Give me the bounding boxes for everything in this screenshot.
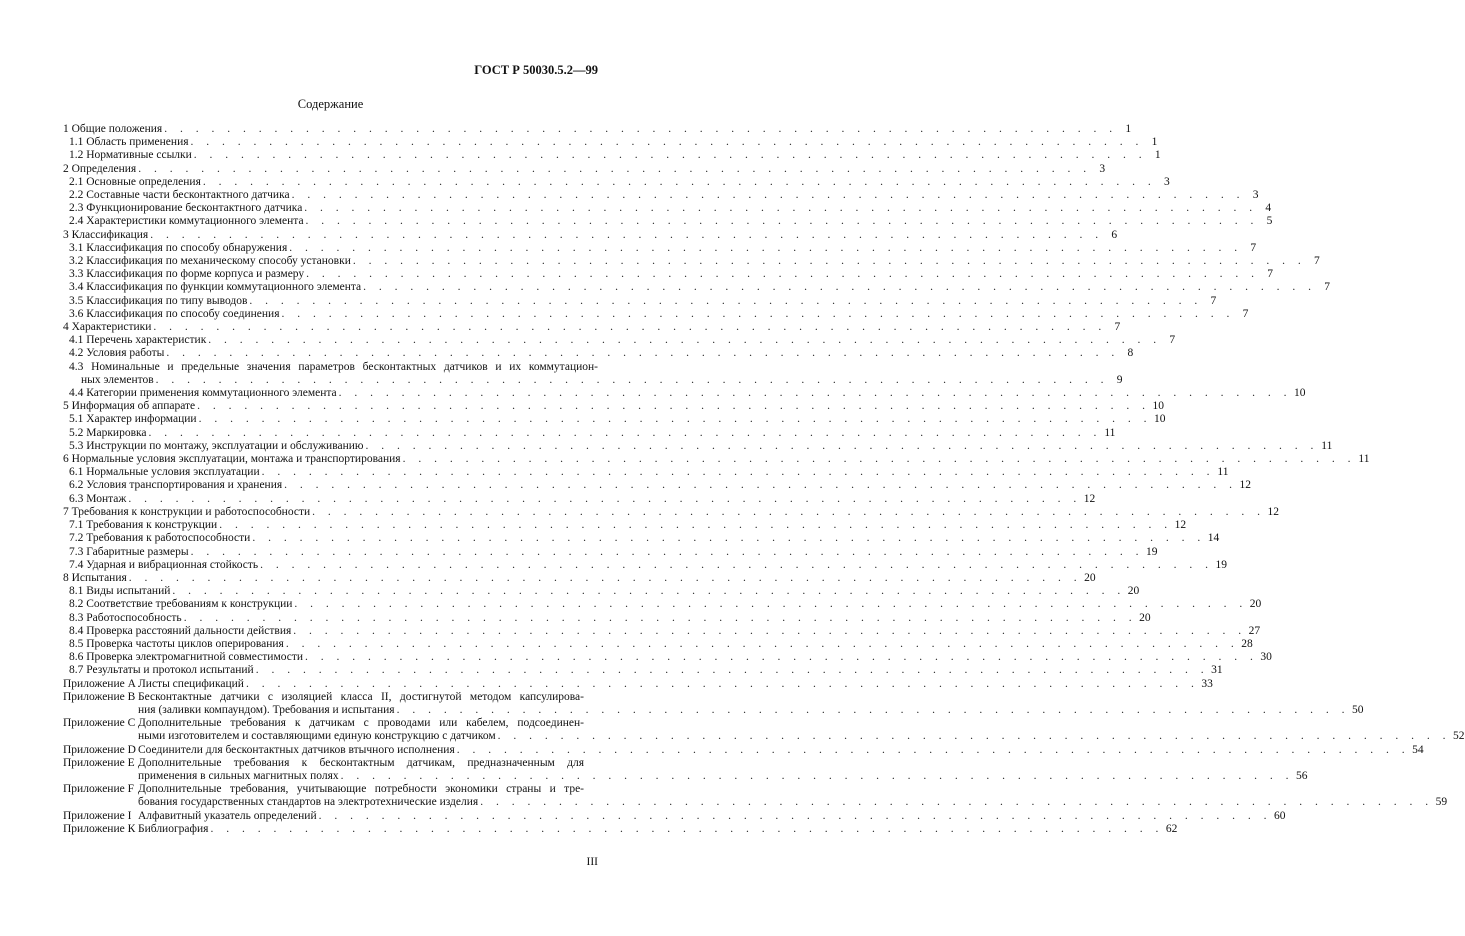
toc-entry-label: 6 Нормальные условия эксплуатации, монтажа и транспортирования (63, 453, 401, 466)
toc-entry-label: 1.2 Нормативные ссылки (69, 149, 192, 162)
appendix-prefix: Приложение К (63, 822, 136, 835)
dot-leader: . . . . . . . . . . . . . . . . . . . . . . . . . . . . . . . . . . . . . . . . . . . . . . . . . . . . . . . . . . . . . (198, 413, 1152, 426)
dot-leader: . . . . . . . . . . . . . . . . . . . . . . . . . . . . . . . . . . . . . . . . . . . . . . . . . . . . . . . . . . . . . (363, 281, 1317, 294)
toc-entry (63, 519, 1187, 532)
dot-leader: . . . . . . . . . . . . . . . . . . . . . . . . . . . . . . . . . . . . . . . . . . . . . . . . . . . . . . . . . . . . . (148, 426, 1102, 439)
toc-entry (63, 255, 1320, 268)
toc-entry (63, 611, 1151, 625)
toc-entry (63, 241, 1257, 255)
toc-entry-page: 11 (1104, 426, 1116, 439)
toc-entry-label: 4.4 Категории применения коммутационного элемента (69, 387, 337, 400)
dot-leader: . . . . . . . . . . . . . . . . . . . . . . . . . . . . . . . . . . . . . . . . . . . . . . . . . . . . . . . . . . . . . (402, 453, 1356, 466)
appendix-title-line: применения в сильных магнитных полях (138, 769, 339, 782)
dot-leader: . . . . . . . . . . . . . . . . . . . . . . . . . . . . . . . . . . . . . . . . . . . . . . . . . . . . . . . . . . . . . (340, 769, 1294, 782)
toc-entry (63, 479, 1252, 492)
toc-entry-label: 4.2 Условия работы (69, 347, 165, 360)
toc-entry (63, 598, 1262, 611)
toc-entry-page: 8 (1127, 347, 1134, 360)
toc-entry-label: 2.3 Функционирование бесконтактного датчика (69, 202, 303, 215)
toc-entry (63, 505, 1280, 519)
dot-leader: . . . . . . . . . . . . . . . . . . . . . . . . . . . . . . . . . . . . . . . . . . . . . . . . . . . . . . . . . . . . . (497, 730, 1451, 743)
toc-entry-page: 7 (1313, 255, 1320, 268)
toc-entry-label: 5.2 Маркировка (69, 426, 147, 439)
dot-leader: . . . . . . . . . . . . . . . . . . . . . . . . . . . . . . . . . . . . . . . . . . . . . . . . . . . . . . . . . . . . . (338, 387, 1292, 400)
dot-leader: . . . . . . . . . . . . . . . . . . . . . . . . . . . . . . . . . . . . . . . . . . . . . . . . . . . . . . . . . . . . . (352, 255, 1306, 268)
toc-entry-label: 5.3 Инструкции по монтажу, эксплуатации и обслуживанию (69, 439, 364, 452)
document-header: ГОСТ Р 50030.5.2—99 (474, 63, 598, 77)
toc-entry-label: 8 Испытания (63, 571, 127, 584)
toc-entry-label: 2 Определения (63, 162, 137, 175)
toc-entry (63, 215, 1273, 228)
dot-leader: . . . . . . . . . . . . . . . . . . . . . . . . . . . . . . . . . . . . . . . . . . . . . . . . . . . . . . . . . . . . . (260, 558, 1214, 571)
dot-leader: . . . . . . . . . . . . . . . . . . . . . . . . . . . . . . . . . . . . . . . . . . . . . . . . . . . . . . . . . . . . . (305, 651, 1258, 664)
toc-entry-label: 5 Информация об аппарате (63, 400, 196, 413)
dot-leader: . . . . . . . . . . . . . . . . . . . . . . . . . . . . . . . . . . . . . . . . . . . . . . . . . . . . . . . . . . . . . (219, 519, 1173, 532)
appendix-page: 62 (1165, 822, 1178, 835)
toc-entry-label: 8.5 Проверка частоты циклов оперирования (69, 637, 284, 650)
dot-leader: . . . . . . . . . . . . . . . . . . . . . . . . . . . . . . . . . . . . . . . . . . . . . . . . . . . . . . . . . . . . . (261, 466, 1215, 479)
dot-leader: . . . . . . . . . . . . . . . . . . . . . . . . . . . . . . . . . . . . . . . . . . . . . . . . . . . . . . . . . . . . . (128, 571, 1082, 584)
toc-entry-label: 8.1 Виды испытаний (69, 585, 171, 598)
toc-entry-page: 19 (1145, 545, 1158, 558)
dot-leader: . . . . . . . . . . . . . . . . . . . . . . . . . . . . . . . . . . . . . . . . . . . . . . . . . . . . . . . . . . . . . (289, 241, 1243, 254)
appendix-title-line: Дополнительные требования к датчикам с проводами или кабелем, подсоединен- (138, 717, 584, 730)
toc-entry-page: 11 (1321, 439, 1333, 452)
toc-entry-label: 6.1 Нормальные условия эксплуатации (69, 466, 260, 479)
dot-leader: . . . . . . . . . . . . . . . . . . . . . . . . . . . . . . . . . . . . . . . . . . . . . . . . . . . . . . . . . . . . . (155, 373, 1109, 386)
toc-entry-page: 11 (1217, 466, 1229, 479)
toc-entry (63, 334, 1176, 347)
appendix-title-line: Дополнительные требования, учитывающие потребности экономики страны и тре- (138, 783, 584, 796)
dot-leader: . . . . . . . . . . . . . . . . . . . . . . . . . . . . . . . . . . . . . . . . . . . . . . . . . . . . . . . . . . . . . (281, 307, 1235, 320)
toc-entry (63, 571, 1096, 585)
toc-entry (63, 202, 1272, 215)
toc-entry-label: 2.1 Основные определения (69, 175, 201, 188)
dot-leader: . . . . . . . . . . . . . . . . . . . . . . . . . . . . . . . . . . . . . . . . . . . . . . . . . . . . . . . . . . . . . (249, 294, 1203, 307)
dot-leader: . . . . . . . . . . . . . . . . . . . . . . . . . . . . . . . . . . . . . . . . . . . . . . . . . . . . . . . . . . . . . (293, 624, 1247, 637)
dot-leader: . . . . . . . . . . . . . . . . . . . . . . . . . . . . . . . . . . . . . . . . . . . . . . . . . . . . . . . . . . . . . (285, 637, 1239, 650)
appendix-prefix: Приложение В (63, 690, 136, 703)
appendix-page: 54 (1412, 743, 1424, 756)
dot-leader: . . . . . . . . . . . . . . . . . . . . . . . . . . . . . . . . . . . . . . . . . . . . . . . . . . . . . . . . . . . . . (284, 479, 1238, 492)
appendix-title-line: Дополнительные требования к бесконтактным датчикам, предназначенным для (138, 756, 584, 769)
appendix-prefix: Приложение С (63, 717, 136, 730)
toc-entry-label: 8.6 Проверка электромагнитной совместимости (69, 651, 304, 664)
dot-leader: . . . . . . . . . . . . . . . . . . . . . . . . . . . . . . . . . . . . . . . . . . . . . . . . . . . . . . . . . . . . . (202, 175, 1156, 188)
toc-entry-label: 7.4 Ударная и вибрационная стойкость (69, 558, 259, 571)
dot-leader: . . . . . . . . . . . . . . . . . . . . . . . . . . . . . . . . . . . . . . . . . . . . . . . . . . . . . . . . . . . . . (153, 321, 1107, 334)
toc-entry-label: 3.5 Классификация по типу выводов (69, 294, 248, 307)
toc-entry (63, 321, 1121, 334)
dot-leader: . . . . . . . . . . . . . . . . . . . . . . . . . . . . . . . . . . . . . . . . . . . . . . . . . . . . . . . . . . . . . (183, 611, 1137, 624)
toc-entry-page: 11 (1358, 453, 1370, 466)
toc-appendix (63, 783, 1448, 809)
toc-entry (63, 189, 1259, 202)
toc-entry-page: 3 (1252, 189, 1259, 202)
toc-entry-page: 9 (1116, 373, 1123, 386)
toc-entry-label: 3.6 Классификация по способу соединения (69, 307, 280, 320)
dot-leader: . . . . . . . . . . . . . . . . . . . . . . . . . . . . . . . . . . . . . . . . . . . . . . . . . . . . . . . . . . . . . (190, 136, 1144, 149)
toc-entry-page: 7 (1210, 294, 1217, 307)
appendix-title-line: бования государственных стандартов на электротехнические изделия (138, 796, 479, 809)
toc-entry (63, 426, 1116, 440)
toc-entry (63, 492, 1096, 506)
appendix-prefix: Приложение I (63, 809, 132, 822)
toc-entry (63, 664, 1223, 677)
appendix-title-line: Соединители для бесконтактных датчиков втычного исполнения (138, 743, 455, 756)
toc-entry-page: 3 (1163, 175, 1170, 188)
toc-entry (63, 532, 1220, 545)
toc-entry-page: 7 (1114, 321, 1121, 334)
appendix-page: 52 (1453, 730, 1465, 743)
toc-entry-page: 27 (1248, 624, 1261, 637)
dot-leader: . . . . . . . . . . . . . . . . . . . . . . . . . . . . . . . . . . . . . . . . . . . . . . . . . . . . . . . . . . . . . (306, 268, 1260, 281)
toc-entry (63, 136, 1158, 149)
dot-leader: . . . . . . . . . . . . . . . . . . . . . . . . . . . . . . . . . . . . . . . . . . . . . . . . . . . . . . . . . . . . . (210, 822, 1164, 835)
toc-entry-page: 10 (1152, 400, 1165, 413)
toc-entry (63, 387, 1306, 400)
page-number: III (586, 856, 598, 868)
dot-leader: . . . . . . . . . . . . . . . . . . . . . . . . . . . . . . . . . . . . . . . . . . . . . . . . . . . . . . . . . . . . . (304, 202, 1258, 215)
toc-entry (63, 413, 1166, 426)
appendix-page: 60 (1273, 809, 1286, 822)
dot-leader: . . . . . . . . . . . . . . . . . . . . . . . . . . . . . . . . . . . . . . . . . . . . . . . . . . . . . . . . . . . . . (166, 347, 1120, 360)
toc-entry-label: 6.3 Монтаж (69, 492, 127, 505)
toc-appendix (63, 743, 1424, 757)
dot-leader: . . . . . . . . . . . . . . . . . . . . . . . . . . . . . . . . . . . . . . . . . . . . . . . . . . . . . . . . . . . . . (396, 703, 1350, 716)
toc-entry-page: 7 (1250, 241, 1257, 254)
toc-entry (63, 400, 1165, 413)
dot-leader: . . . . . . . . . . . . . . . . . . . . . . . . . . . . . . . . . . . . . . . . . . . . . . . . . . . . . . . . . . . . . (456, 743, 1410, 756)
toc-entry-page: 1 (1151, 136, 1158, 149)
dot-leader: . . . . . . . . . . . . . . . . . . . . . . . . . . . . . . . . . . . . . . . . . . . . . . . . . . . . . . . . . . . . . (255, 664, 1209, 677)
toc-entry (63, 637, 1253, 651)
toc-entry (63, 162, 1106, 176)
toc-entry (63, 651, 1272, 664)
appendix-title-line: ния (заливки компаундом). Требования и испытания (138, 703, 395, 716)
toc-entry-page: 28 (1241, 637, 1253, 650)
toc-entry (63, 123, 1132, 136)
toc-entry-page: 10 (1153, 413, 1166, 426)
toc-entry (63, 281, 1331, 294)
appendix-title-line: Алфавитный указатель определений (138, 809, 317, 822)
dot-leader: . . . . . . . . . . . . . . . . . . . . . . . . . . . . . . . . . . . . . . . . . . . . . . . . . . . . . . . . . . . . . (190, 545, 1144, 558)
appendix-title-line: Бесконтактные датчики с изоляцией класса II, достигнутой методом капсулирова- (138, 690, 584, 703)
dot-leader: . . . . . . . . . . . . . . . . . . . . . . . . . . . . . . . . . . . . . . . . . . . . . . . . . . . . . . . . . . . . . (208, 334, 1162, 347)
appendix-page: 59 (1435, 796, 1448, 809)
table-of-contents (63, 123, 1465, 836)
dot-leader: . . . . . . . . . . . . . . . . . . . . . . . . . . . . . . . . . . . . . . . . . . . . . . . . . . . . . . . . . . . . . (197, 400, 1151, 413)
toc-entry-label: 7 Требования к конструкции и работоспособности (63, 505, 311, 518)
toc-entry-page: 6 (1111, 228, 1118, 241)
toc-entry-label: 1.1 Область применения (69, 136, 189, 149)
toc-entry-label: 1 Общие положения (63, 123, 163, 135)
dot-leader: . . . . . . . . . . . . . . . . . . . . . . . . . . . . . . . . . . . . . . . . . . . . . . . . . . . . . . . . . . . . . (291, 189, 1245, 202)
appendix-prefix: Приложение Е (63, 756, 135, 769)
toc-entry-page: 7 (1324, 281, 1331, 294)
toc-entry (63, 149, 1161, 162)
dot-leader: . . . . . . . . . . . . . . . . . . . . . . . . . . . . . . . . . . . . . . . . . . . . . . . . . . . . . . . . . . . . . (138, 162, 1092, 175)
toc-entry-page: 1 (1154, 149, 1161, 162)
toc-appendix (63, 756, 1308, 783)
toc-entry-label: 6.2 Условия транспортирования и хранения (69, 479, 283, 492)
dot-leader: . . . . . . . . . . . . . . . . . . . . . . . . . . . . . . . . . . . . . . . . . . . . . . . . . . . . . . . . . . . . . (164, 123, 1118, 135)
dot-leader: . . . . . . . . . . . . . . . . . . . . . . . . . . . . . . . . . . . . . . . . . . . . . . . . . . . . . . . . . . . . . (480, 796, 1434, 809)
toc-entry-page: 20 (1249, 598, 1262, 611)
toc-entry-label: 4.1 Перечень характеристик (69, 334, 207, 347)
toc-entry-page: 12 (1174, 519, 1187, 532)
dot-leader: . . . . . . . . . . . . . . . . . . . . . . . . . . . . . . . . . . . . . . . . . . . . . . . . . . . . . . . . . . . . . (305, 215, 1259, 228)
toc-entry-page: 5 (1266, 215, 1273, 228)
appendix-title-line: ными изготовителем и составляющими единую конструкцию с датчиком (138, 730, 496, 743)
toc-entry-label: 3.4 Классификация по функции коммутационного элемента (69, 281, 362, 294)
toc-entry (63, 347, 1134, 360)
toc-entry (63, 439, 1333, 453)
toc-entry (63, 360, 1123, 387)
dot-leader: . . . . . . . . . . . . . . . . . . . . . . . . . . . . . . . . . . . . . . . . . . . . . . . . . . . . . . . . . . . . . (318, 809, 1272, 822)
toc-entry (63, 175, 1170, 189)
toc-entry (63, 268, 1274, 281)
toc-entry-label: 7.2 Требования к работоспособности (69, 532, 251, 545)
toc-entry (63, 453, 1370, 466)
toc-entry (63, 624, 1261, 638)
dot-leader: . . . . . . . . . . . . . . . . . . . . . . . . . . . . . . . . . . . . . . . . . . . . . . . . . . . . . . . . . . . . . (312, 505, 1266, 518)
appendix-prefix: Приложение А (63, 677, 136, 690)
toc-appendix (63, 717, 1465, 743)
dot-leader: . . . . . . . . . . . . . . . . . . . . . . . . . . . . . . . . . . . . . . . . . . . . . . . . . . . . . . . . . . . . . (193, 149, 1147, 162)
toc-entry-label: 8.7 Результаты и протокол испытаний (69, 664, 254, 677)
toc-entry-label: 3.3 Классификация по форме корпуса и размеру (69, 268, 305, 281)
dot-leader: . . . . . . . . . . . . . . . . . . . . . . . . . . . . . . . . . . . . . . . . . . . . . . . . . . . . . . . . . . . . . (294, 598, 1248, 611)
toc-entry-page: 1 (1125, 123, 1132, 135)
toc-entry-page: 7 (1267, 268, 1274, 281)
toc-entry-page: 3 (1099, 162, 1106, 175)
toc-entry-page: 12 (1239, 479, 1252, 492)
toc-entry-label: 7.3 Габаритные размеры (69, 545, 189, 558)
toc-entry-page: 30 (1260, 651, 1272, 664)
toc-entry-label: 5.1 Характер информации (69, 413, 197, 426)
toc-entry-label: 4.3 Номинальные и предельные значения параметров бесконтактных датчиков и их коммутацион- (69, 360, 598, 373)
toc-entry-label: 8.3 Работоспособность (69, 611, 182, 624)
toc-entry-page: 19 (1215, 558, 1228, 571)
toc-entry-label: 2.2 Составные части бесконтактного датчика (69, 189, 290, 202)
dot-leader: . . . . . . . . . . . . . . . . . . . . . . . . . . . . . . . . . . . . . . . . . . . . . . . . . . . . . . . . . . . . . (128, 492, 1082, 505)
appendix-page: 33 (1201, 677, 1213, 690)
toc-entry-label: 8.2 Соответствие требованиям к конструкции (69, 598, 293, 611)
toc-appendix (63, 809, 1286, 823)
toc-appendix (63, 677, 1213, 691)
toc-entry (63, 228, 1118, 242)
toc-entry-label: 2.4 Характеристики коммутационного элемента (69, 215, 304, 228)
dot-leader: . . . . . . . . . . . . . . . . . . . . . . . . . . . . . . . . . . . . . . . . . . . . . . . . . . . . . . . . . . . . . (252, 532, 1206, 545)
toc-entry-label: 3.2 Классификация по механическому способу установки (69, 255, 351, 268)
appendix-page: 56 (1296, 769, 1308, 782)
appendix-prefix: Приложение D (63, 743, 136, 756)
toc-entry-page: 20 (1139, 611, 1151, 624)
toc-entry-page: 20 (1127, 585, 1140, 598)
toc-entry-page: 7 (1169, 334, 1176, 347)
dot-leader: . . . . . . . . . . . . . . . . . . . . . . . . . . . . . . . . . . . . . . . . . . . . . . . . . . . . . . . . . . . . . (172, 585, 1126, 598)
toc-entry (63, 294, 1217, 308)
toc-entry-label: 3.1 Классификация по способу обнаружения (69, 241, 288, 254)
dot-leader: . . . . . . . . . . . . . . . . . . . . . . . . . . . . . . . . . . . . . . . . . . . . . . . . . . . . . . . . . . . . . (150, 228, 1104, 241)
toc-entry-page: 31 (1211, 664, 1223, 677)
toc-entry-label: 7.1 Требования к конструкции (69, 519, 218, 532)
toc-entry-label: 4 Характеристики (63, 321, 152, 334)
dot-leader: . . . . . . . . . . . . . . . . . . . . . . . . . . . . . . . . . . . . . . . . . . . . . . . . . . . . . . . . . . . . . (365, 439, 1319, 452)
toc-entry-page: 20 (1084, 571, 1096, 584)
appendix-title-line: Библиография (138, 822, 209, 835)
toc-entry (63, 545, 1158, 559)
toc-entry-page: 14 (1207, 532, 1220, 545)
toc-entry (63, 585, 1140, 598)
toc-entry (63, 558, 1228, 572)
toc-entry (63, 307, 1249, 321)
dot-leader: . . . . . . . . . . . . . . . . . . . . . . . . . . . . . . . . . . . . . . . . . . . . . . . . . . . . . . . . . . . . . (245, 677, 1199, 690)
appendix-page: 50 (1351, 703, 1364, 716)
toc-appendix (63, 690, 1364, 717)
toc-entry-page: 12 (1267, 505, 1280, 518)
toc-entry-label: 3 Классификация (63, 228, 149, 241)
toc-appendix (63, 822, 1178, 836)
appendix-prefix: Приложение F (63, 783, 134, 796)
toc-entry (63, 466, 1229, 479)
toc-entry-label-continued: ных элементов (81, 373, 154, 386)
page-title: Содержание (297, 97, 364, 111)
toc-entry-page: 10 (1294, 387, 1306, 400)
toc-entry-page: 12 (1083, 492, 1096, 505)
toc-entry-page: 7 (1242, 307, 1249, 320)
appendix-title-line: Листы спецификаций (138, 677, 244, 690)
toc-entry-page: 4 (1265, 202, 1272, 215)
toc-entry-label: 8.4 Проверка расстояний дальности действия (69, 624, 292, 637)
